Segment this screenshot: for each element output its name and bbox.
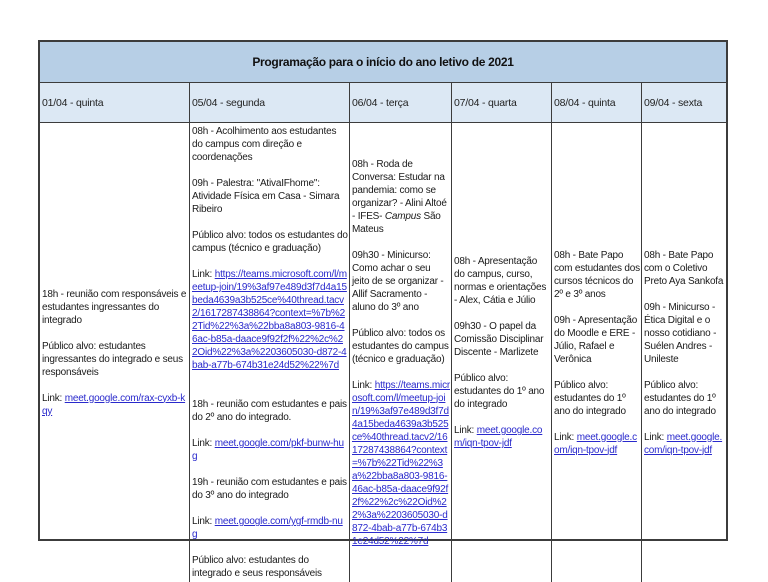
schedule-text: Público alvo: estudantes do 1º ano do integrado [454, 373, 545, 410]
meet-link[interactable]: meet.google.com/pkf-bunw-hug [192, 438, 344, 462]
schedule-text: 09h - Palestra: "AtivaIFhome": Atividade Física em Casa - Simara Ribeiro [192, 178, 340, 215]
schedule-block [644, 249, 725, 288]
schedule-text: Público alvo: todos os estudantes do campus (técnico e graduação) [192, 230, 348, 254]
schedule-block [554, 379, 640, 418]
schedule-text: Público alvo: estudantes do integrado e seus responsáveis [192, 555, 322, 579]
schedule-block [192, 385, 348, 398]
column-header-day: 09/04 - sexta [642, 83, 726, 123]
schedule-text: Público alvo: estudantes do 1º ano do integrado [644, 379, 716, 417]
schedule-block [352, 249, 450, 314]
schedule-block [554, 314, 640, 366]
schedule-text: 08h - Roda de Conversa: Estudar na pandemia: como se organizar? - Alini Altoé - IFES- [352, 158, 447, 222]
schedule-text: Link: [644, 431, 667, 443]
schedule-block [192, 476, 348, 502]
schedule-block [644, 431, 725, 457]
day-schedule-cell [552, 123, 642, 582]
schedule-text: 18h - reunião com responsáveis e estudantes ingressantes do integrado [42, 288, 187, 326]
schedule-text: Link: [554, 431, 577, 443]
column-header-day: 06/04 - terça [350, 83, 452, 123]
schedule-block [454, 320, 550, 359]
schedule-text: Link: [192, 438, 215, 449]
schedule-text: 08h - Bate Papo com o Coletivo Preto Aya Sankofa [644, 249, 724, 287]
schedule-block [42, 392, 188, 418]
schedule-block [352, 327, 450, 366]
meet-link[interactable]: meet.google.com/iqn-tpov-jdf [454, 425, 543, 449]
schedule-text: 09h30 - Minicurso: Como achar o seu jeito de se organizar - Allif Sacramento - aluno do 3º ano [352, 249, 444, 313]
schedule-block [644, 379, 725, 418]
schedule-text: 08h - Acolhimento aos estudantes do campus com direção e coordenações [192, 126, 337, 163]
schedule-block [454, 372, 550, 411]
column-header-day: 07/04 - quarta [452, 83, 552, 123]
meet-link[interactable]: meet.google.com/iqn-tpov-jdf [554, 431, 637, 456]
teams-meeting-link[interactable]: https://teams.microsoft.com/l/meetup-join/19%3af97e489d3f7d4a15beda4639a3b525ce%40thread.tacv2/1617287438864?context=%7b%22Tid%22%3a%22bba8a803-9816-46ac-b85a-daace9f92f2f%22%2c%22Oid%22%3a%2203605030-d872-4bab-a77b-674b31e24d52%22%7d [352, 379, 451, 547]
schedule-block [192, 437, 348, 463]
schedule-text: Link: [42, 392, 65, 404]
schedule-text: Link: [352, 379, 375, 391]
schedule-text: 19h - reunião com estudantes e pais do 3º ano do integrado [192, 477, 347, 501]
schedule-block [454, 255, 550, 307]
schedule-block [192, 125, 348, 164]
meet-link[interactable]: meet.google.com/rax-cyxb-kqy [42, 392, 186, 417]
schedule-block [554, 431, 640, 457]
schedule-text: 08h - Apresentação do campus, curso, normas e orientações - Alex, Cátia e Júlio [454, 256, 547, 306]
day-schedule-cell [642, 123, 726, 582]
table-content-row [40, 123, 726, 582]
schedule-block [42, 288, 188, 327]
schedule-text: Link: [454, 425, 477, 436]
column-header-day: 01/04 - quinta [40, 83, 190, 123]
column-header-day: 08/04 - quinta [552, 83, 642, 123]
day-schedule-cell [40, 123, 190, 582]
day-schedule-cell [350, 123, 452, 582]
schedule-text: Campus [384, 210, 421, 222]
schedule-block [192, 177, 348, 216]
table-header-row [40, 83, 726, 123]
schedule-block [454, 424, 550, 450]
schedule-block [352, 379, 450, 548]
meet-link[interactable]: meet.google.com/iqn-tpov-jdf [644, 431, 723, 456]
table-title: Programação para o início do ano letivo de 2021 [40, 42, 726, 83]
schedule-text: 09h - Apresentação do Moodle e ERE - Júlio, Rafael e Verônica [554, 314, 638, 365]
schedule-text: 09h - Minicurso - Ética Digital e o nosso cotidiano - Suélen Andres - Unileste [644, 301, 717, 365]
schedule-table [38, 40, 728, 579]
schedule-block [192, 554, 348, 580]
schedule-block [644, 301, 725, 366]
schedule-text: Público alvo: estudantes ingressantes do integrado e seus responsáveis [42, 340, 183, 378]
column-header-day: 05/04 - segunda [190, 83, 350, 123]
schedule-block [192, 229, 348, 255]
schedule-block [192, 268, 348, 372]
meet-link[interactable]: meet.google.com/ygf-rmdb-nug [192, 516, 343, 540]
schedule-text: Público alvo: estudantes do 1º ano do integrado [554, 379, 626, 417]
teams-meeting-link[interactable]: https://teams.microsoft.com/l/meetup-join/19%3af97e489d3f7d4a15beda4639a3b525ce%40thread.tacv2/1617287438864?context=%7b%22Tid%22%3a%22bba8a803-9816-46ac-b85a-daace9f92f2f%22%2c%22Oid%22%3a%2203605030-d872-4bab-a77b-674b31e24d52%22%7d [192, 269, 347, 371]
day-schedule-cell [452, 123, 552, 582]
schedule-text: 08h - Bate Papo com estudantes dos cursos técnicos do 2º e 3º anos [554, 249, 640, 300]
schedule-block [352, 158, 450, 236]
schedule-text: Link: [192, 269, 215, 280]
schedule-block [554, 249, 640, 301]
schedule-block [192, 398, 348, 424]
schedule-block [42, 340, 188, 379]
schedule-text: Público alvo: todos os estudantes do campus (técnico e graduação) [352, 327, 449, 365]
schedule-text: São Mateus [352, 210, 441, 235]
day-schedule-cell [190, 123, 350, 582]
schedule-block [192, 515, 348, 541]
schedule-text: 09h30 - O papel da Comissão Disciplinar Discente - Marlizete [454, 321, 544, 358]
schedule-text: 18h - reunião com estudantes e pais do 2º ano do integrado. [192, 399, 347, 423]
schedule-text: Link: [192, 516, 215, 527]
